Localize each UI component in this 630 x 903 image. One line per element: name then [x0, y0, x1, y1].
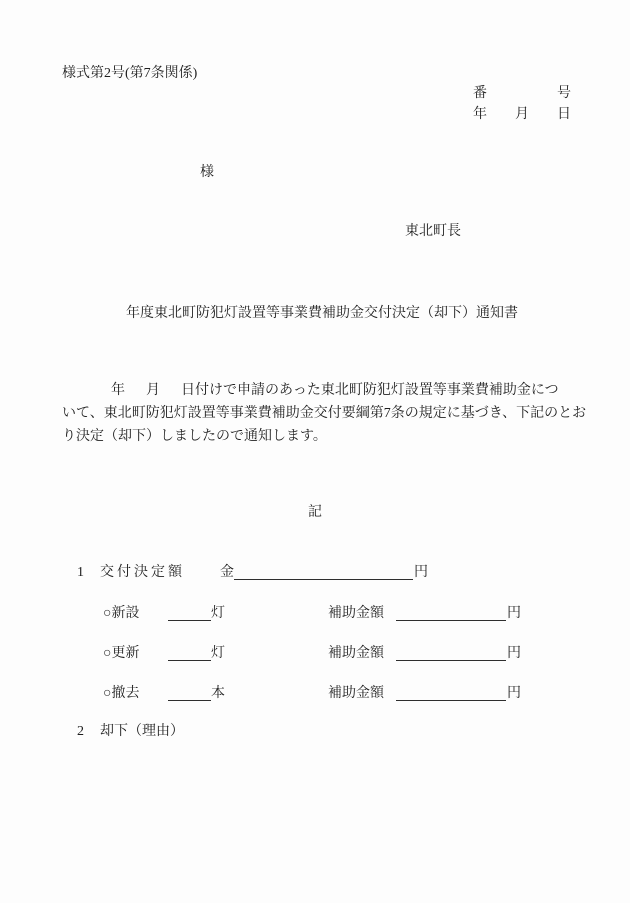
row-category-label: ○更新: [103, 646, 140, 661]
count-fill-line: [168, 686, 211, 701]
rejection-item-number: 2: [77, 724, 84, 739]
document-date-line: 年 月 日: [473, 107, 571, 122]
document-title: 年度東北町防犯灯設置等事業費補助金交付決定（却下）通知書: [112, 306, 518, 321]
count-unit: 本: [211, 686, 225, 701]
amount-label: 補助金額: [328, 686, 384, 701]
addressee-honorific: 様: [200, 165, 214, 180]
amount-currency-suffix: 円: [414, 565, 428, 580]
record-marker: 記: [308, 505, 322, 520]
document-number-line: 番 号: [473, 86, 571, 101]
form-label: 様式第2号(第7条関係): [62, 66, 198, 81]
decision-amount-fill-line: [234, 565, 413, 580]
count-fill-line: [168, 606, 211, 621]
rejection-item-label: 却下（理由）: [100, 724, 184, 739]
decision-item-number: 1: [77, 565, 84, 580]
body-line-1: 年 月 日付けで申請のあった東北町防犯灯設置等事業費補助金につ: [62, 383, 559, 398]
count-unit: 灯: [211, 606, 225, 621]
body-line-2: いて、東北町防犯灯設置等事業費補助金交付要綱第7条の規定に基づき、下記のとお: [62, 406, 587, 421]
body-line-3: り決定（却下）しましたので通知します。: [62, 429, 327, 444]
amount-fill-line: [396, 606, 506, 621]
amount-currency-prefix: 金: [220, 565, 234, 580]
count-unit: 灯: [211, 646, 225, 661]
amount-unit: 円: [507, 606, 521, 621]
amount-label: 補助金額: [328, 606, 384, 621]
amount-unit: 円: [507, 646, 521, 661]
sender-title: 東北町長: [405, 224, 461, 239]
decision-item-label: 交付決定額: [100, 565, 185, 580]
row-category-label: ○新設: [103, 606, 140, 621]
count-fill-line: [168, 646, 211, 661]
amount-fill-line: [396, 646, 506, 661]
row-category-label: ○撤去: [103, 686, 140, 701]
amount-label: 補助金額: [328, 646, 384, 661]
amount-fill-line: [396, 686, 506, 701]
amount-unit: 円: [507, 686, 521, 701]
